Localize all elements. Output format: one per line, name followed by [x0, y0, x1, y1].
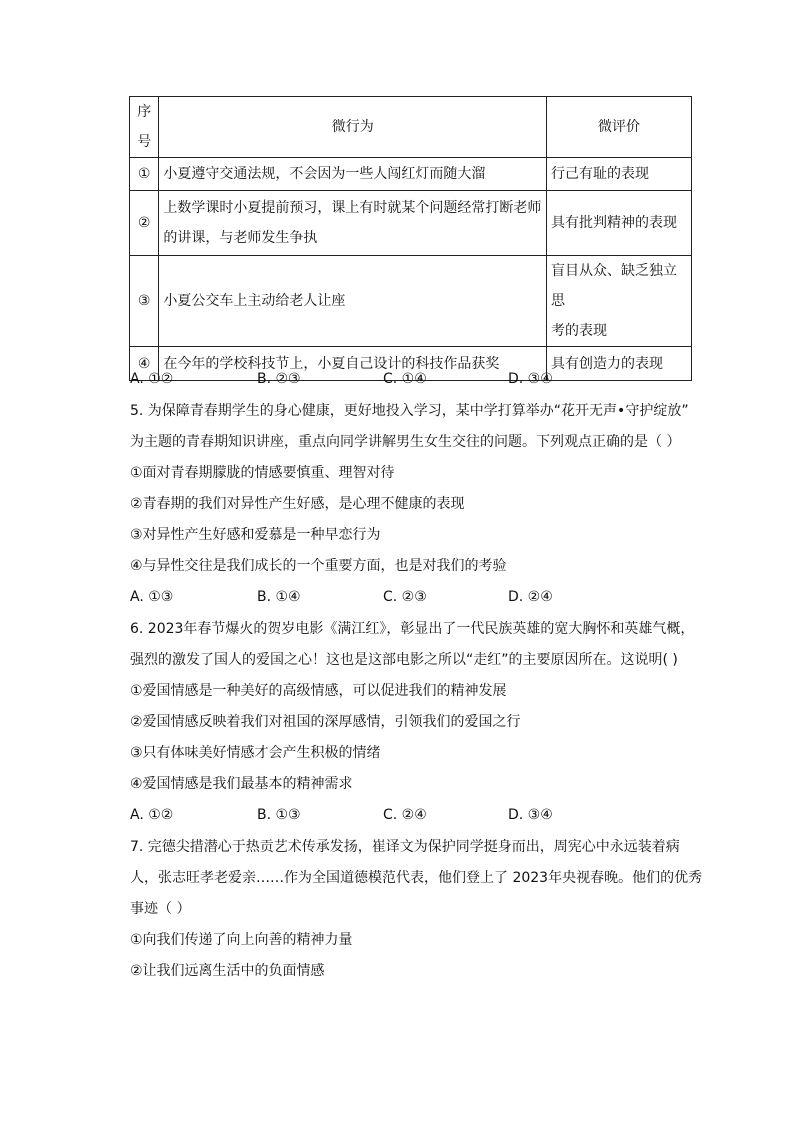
option-a: A. ①③	[130, 589, 174, 605]
option-a: A. ①②	[130, 371, 174, 387]
q7-stem-line: 7. 完德尖措潜心于热贡艺术传承发扬，崔译文为保护同学挺身而出，周宪心中永远装着病	[130, 839, 680, 855]
option-c: C. ①④	[383, 371, 427, 387]
q7-stem-line: 人，张志旺孝老爱亲……作为全国道德模范代表，他们登上了 2023年央视春晚。他们的优秀	[130, 870, 703, 886]
table-row	[130, 256, 692, 347]
option-d: D. ③④	[508, 371, 553, 387]
row-action-line: 上数学课时小夏提前预习，课上有时就某个问题经常打断老师	[163, 200, 542, 216]
header-number: 序号	[130, 97, 159, 158]
q5-stem-line: 5. 为保障青春期学生的身心健康，更好地投入学习，某中学打算举办“花开无声•守护绽放”	[130, 403, 689, 419]
option-d: D. ②④	[508, 589, 553, 605]
q5-item: ③对异性产生好感和爱慕是一种早恋行为	[130, 527, 381, 543]
row-action: 小夏公交车上主动给老人让座	[159, 256, 547, 347]
q5-options	[130, 587, 690, 607]
header-evaluation: 微评价	[547, 97, 692, 158]
row-action: 小夏遵守交通法规，不会因为一些人闯红灯而随大溜	[159, 158, 547, 191]
option-a: A. ①②	[130, 807, 174, 823]
option-b: B. ①④	[257, 589, 301, 605]
row-evaluation-line: 盲目从众、缺乏独立思	[551, 263, 678, 309]
q5-stem-line: 为主题的青春期知识讲座，重点向同学讲解男生女生交往的问题。下列观点正确的是（ ）	[130, 434, 681, 450]
option-c: C. ②③	[383, 589, 427, 605]
q6-item: ③只有体味美好情感才会产生积极的情绪	[130, 745, 381, 761]
q7-stem-line: 事迹（ ）	[130, 901, 191, 917]
table-row	[130, 191, 692, 256]
q4-options	[130, 369, 690, 389]
row-evaluation: 具有创造力的表现	[547, 347, 692, 381]
row-evaluation	[547, 256, 692, 347]
q7-item: ①向我们传递了向上向善的精神力量	[130, 932, 353, 948]
q6-item: ②爱国情感反映着我们对祖国的深厚感情，引领我们的爱国之行	[130, 714, 521, 730]
row-evaluation: 行己有耻的表现	[547, 158, 692, 191]
row-action	[159, 191, 547, 256]
row-number: ②	[130, 191, 159, 256]
row-evaluation-line: 考的表现	[551, 323, 608, 339]
behavior-evaluation-table	[129, 96, 692, 381]
row-evaluation: 具有批判精神的表现	[547, 191, 692, 256]
option-c: C. ②④	[383, 807, 427, 823]
q6-stem-line: 6. 2023年春节爆火的贺岁电影《满江红》，彰显出了一代民族英雄的宽大胸怀和英雄气概，	[130, 621, 695, 637]
q6-item: ④爱国情感是我们最基本的精神需求	[130, 776, 353, 792]
row-action-line: 的讲课，与老师发生争执	[163, 230, 318, 246]
row-action: 在今年的学校科技节上，小夏自己设计的科技作品获奖	[159, 347, 547, 381]
q5-item: ①面对青春期朦胧的情感要慎重、理智对待	[130, 465, 395, 481]
table-row	[130, 158, 692, 191]
q7-item: ②让我们远离生活中的负面情感	[130, 963, 325, 979]
row-number: ③	[130, 256, 159, 347]
row-number: ①	[130, 158, 159, 191]
q5-item: ④与异性交往是我们成长的一个重要方面，也是对我们的考验	[130, 558, 507, 574]
q6-item: ①爱国情感是一种美好的高级情感，可以促进我们的精神发展	[130, 683, 507, 699]
option-b: B. ②③	[257, 371, 301, 387]
header-action: 微行为	[159, 97, 547, 158]
table-header-row	[130, 97, 692, 158]
q6-options	[130, 805, 690, 825]
row-number: ④	[130, 347, 159, 381]
option-b: B. ①③	[257, 807, 301, 823]
q5-item: ②青春期的我们对异性产生好感，是心理不健康的表现	[130, 496, 465, 512]
q6-stem-line: 强烈的激发了国人的爱国之心！这也是这部电影之所以“走红”的主要原因所在。这说明( )	[130, 652, 678, 668]
option-d: D. ③④	[508, 807, 553, 823]
